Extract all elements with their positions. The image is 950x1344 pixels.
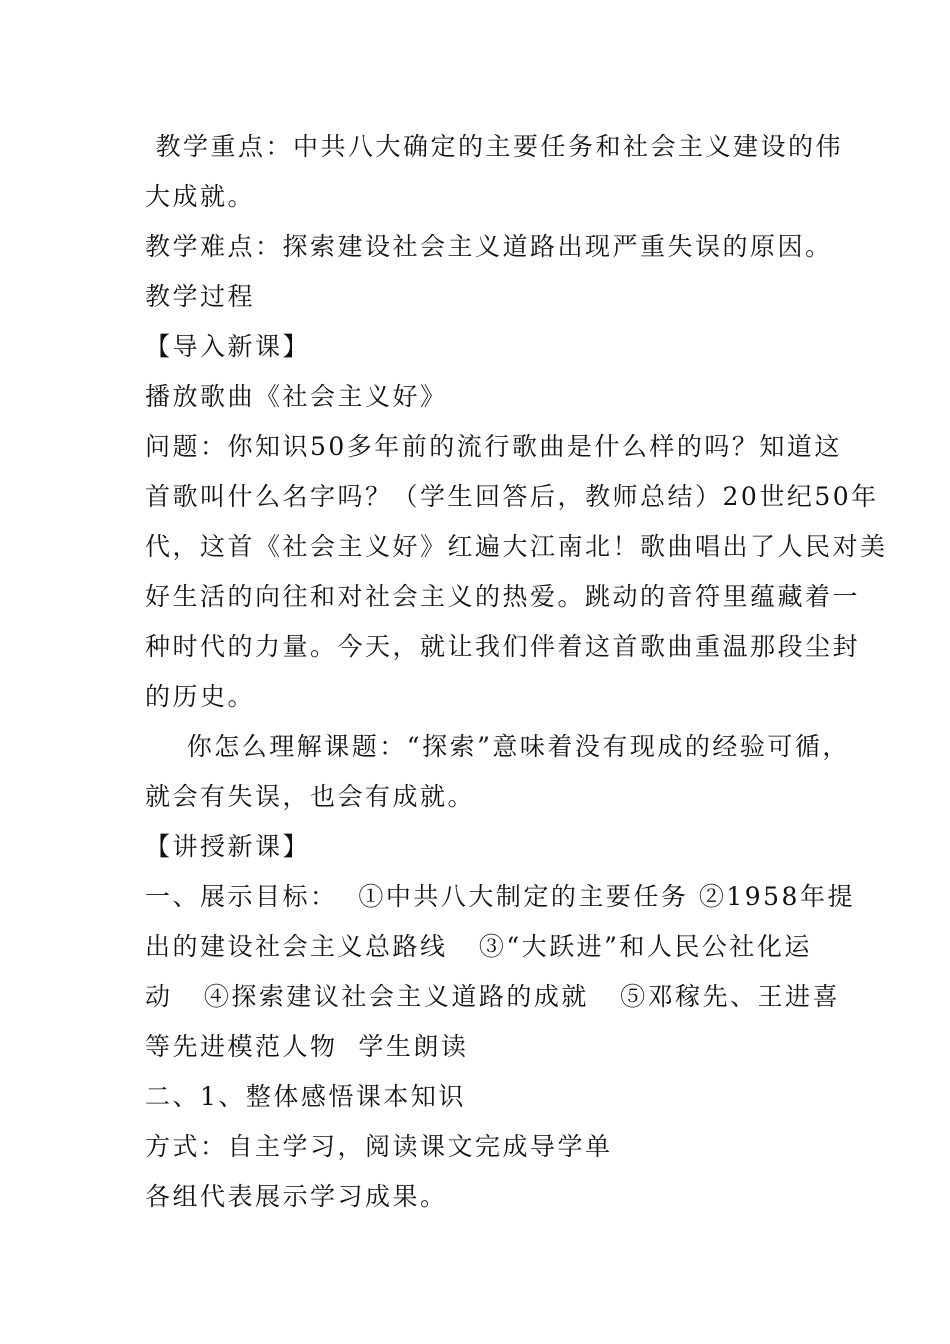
section-heading-intro: 【导入新课】 (145, 332, 311, 361)
paragraph-line: 问题：你知识50多年前的流行歌曲是什么样的吗？知道这 (145, 432, 842, 461)
section-heading-new-lesson: 【讲授新课】 (145, 832, 311, 861)
paragraph-line: 的历史。 (145, 682, 256, 711)
difficult-points-line: 教学难点：探索建设社会主义道路出现严重失误的原因。 (145, 232, 833, 261)
paragraph-line: 好生活的向往和对社会主义的热爱。跳动的音符里蕴藏着一 (145, 582, 861, 611)
document-body (145, 122, 888, 1222)
key-points-line-1: 教学重点：中共八大确定的主要任务和社会主义建设的伟 (145, 132, 843, 161)
paragraph-line: 播放歌曲《社会主义好》 (145, 382, 448, 411)
paragraph-line: 一、展示目标： ①中共八大制定的主要任务 ②1958年提 (145, 882, 855, 911)
paragraph-line: 动 ④探索建议社会主义道路的成就 ⑤邓稼先、王进喜 (145, 982, 841, 1011)
paragraph-line: 你怎么理解课题：“探索”意味着没有现成的经验可循， (145, 732, 850, 761)
paragraph-line: 代，这首《社会主义好》红遍大江南北！歌曲唱出了人民对美 (145, 532, 888, 561)
paragraph-line: 种时代的力量。今天，就让我们伴着这首歌曲重温那段尘封 (145, 632, 861, 661)
paragraph-line: 就会有失误，也会有成就。 (145, 782, 476, 811)
paragraph-line: 方式：自主学习，阅读课文完成导学单 (145, 1132, 613, 1161)
paragraph-line: 出的建设社会主义总路线 ③“大跃进”和人民公社化运 (145, 932, 812, 961)
key-points-line-2: 大成就。 (145, 182, 256, 211)
paragraph-line: 等先进模范人物 学生朗读 (145, 1032, 469, 1061)
paragraph-line: 各组代表展示学习成果。 (145, 1182, 448, 1211)
paragraph-line: 首歌叫什么名字吗？（学生回答后，教师总结）20世纪50年 (145, 482, 879, 511)
paragraph-line: 二、1、整体感悟课本知识 (145, 1082, 466, 1111)
section-heading-process: 教学过程 (145, 282, 256, 311)
